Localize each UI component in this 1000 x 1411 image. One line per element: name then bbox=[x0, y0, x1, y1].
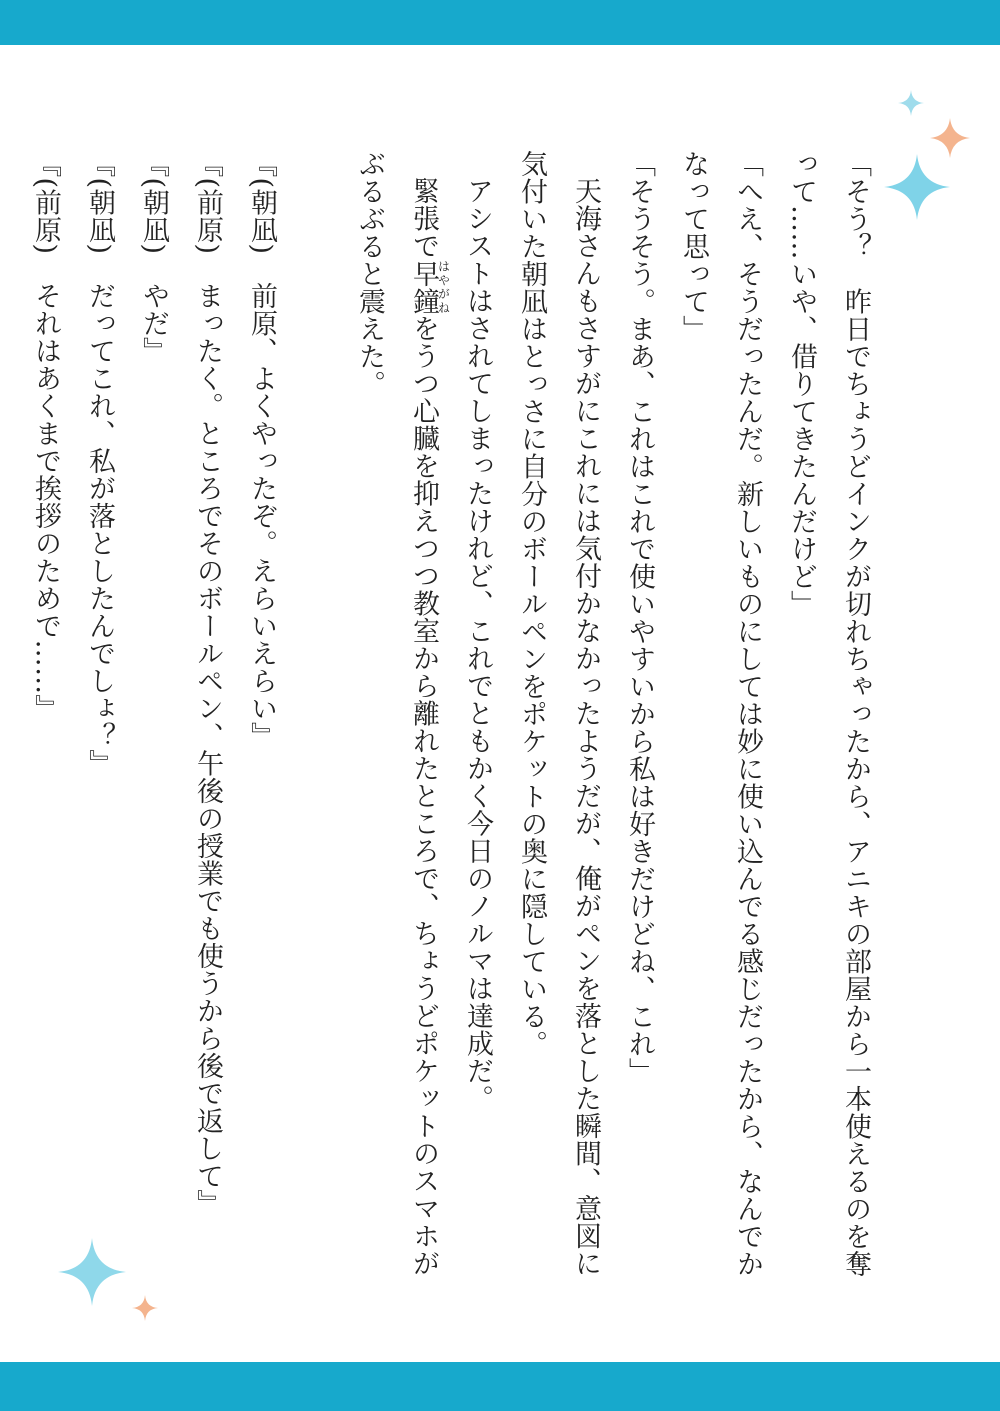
narration-line: 天海さんもさすがにこれには気付かなかったようだが、俺がペンを落とした瞬間、意図に気付いた朝凪はとっさに自分のボールペンをポケットの奥に隠している。 bbox=[516, 150, 601, 1277]
narration-text: をうつ心臓を抑えつつ教室から離れたところで、ちょうどポケットのスマホがぶるぶると震えた。 bbox=[354, 150, 439, 1277]
narration-line: アシストはされてしまったけれど、これでともかく今日のノルマは達成だ。 bbox=[462, 177, 493, 1112]
chat-message: 『(前原) それはあくまで挨拶のためで……』 bbox=[30, 150, 61, 723]
dialogue-line: 「そう？ 昨日でちょうどインクが切れちゃったから、アニキの部屋から一本使えるのを奪って……いや、借りてきたんだけど」 bbox=[786, 150, 871, 1278]
narration-line-with-ruby bbox=[342, 150, 450, 1300]
ruby-reading: はやがね bbox=[436, 259, 451, 315]
dialogue-line: 「へえ、そうだったんだ。新しいものにしては妙に使い込んでる感じだったから、なんでかなって思って」 bbox=[678, 150, 763, 1278]
chat-message: 『(朝凪) 前原、よくやったぞ。えらいえらい』 bbox=[246, 150, 277, 750]
top-color-band bbox=[0, 0, 1000, 45]
chat-message: 『(朝凪) だってこれ、私が落としたんでしょ？』 bbox=[84, 150, 115, 778]
novel-text-column bbox=[18, 150, 882, 1300]
dialogue-line: 「そうそう。まあ、これはこれで使いやすいから私は好きだけどね、これ」 bbox=[624, 150, 655, 1085]
narration-text: 緊張で bbox=[408, 177, 439, 260]
chat-message: 『(朝凪) やだ』 bbox=[138, 150, 169, 365]
bottom-color-band bbox=[0, 1362, 1000, 1411]
chat-message: 『(前原) まったく。ところでそのボールペン、午後の授業でも使うから後で返して』 bbox=[192, 150, 223, 1218]
large-sparkle-icon bbox=[884, 154, 950, 220]
ruby-base: 早鐘 bbox=[408, 259, 439, 315]
ruby-word bbox=[408, 259, 451, 315]
section-gap bbox=[288, 150, 342, 1300]
orange-sparkle-icon bbox=[930, 118, 970, 158]
small-sparkle-icon bbox=[898, 90, 924, 116]
